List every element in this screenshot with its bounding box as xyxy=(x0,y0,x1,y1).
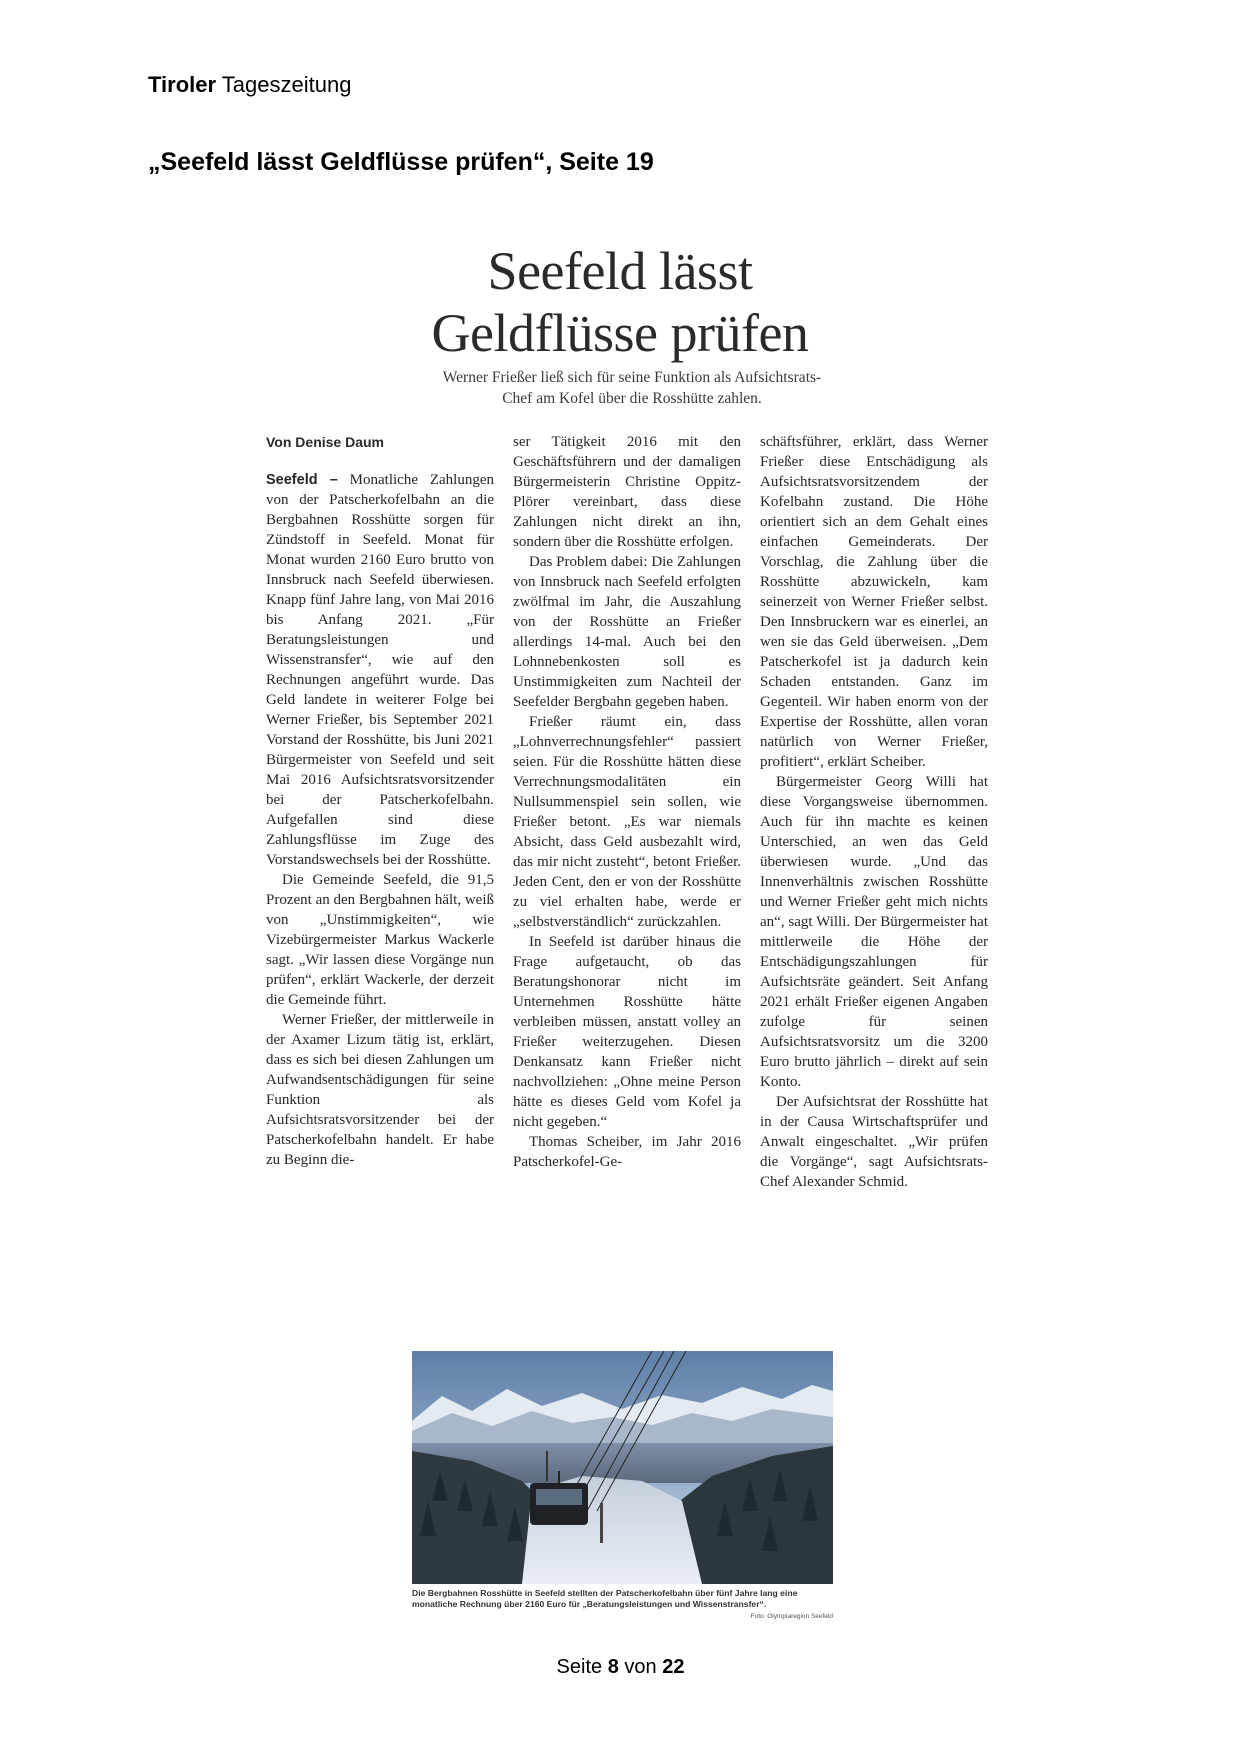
article-column-3 xyxy=(760,432,988,1192)
byline: Von Denise Daum xyxy=(266,434,384,450)
headline-line-1: Seefeld lässt xyxy=(487,241,753,301)
publication-name-bold: Tiroler xyxy=(148,72,217,97)
paragraph: Werner Frießer, der mittlerweile in der Axamer Lizum tätig ist, erklärt, dass es sich bei diesen Zahlungen um Aufwandsentschädigungen für seine Funktion als Aufsichtsratsvorsitzender bei der Patscherkofelbahn handelt. Er habe zu Beginn die- xyxy=(266,1012,494,1168)
paragraph: Das Problem dabei: Die Zahlungen von Innsbruck nach Seefeld erfolgten zwölfmal im Jahr, die Auszahlung von der Rosshütte an Frießer allerdings 14-mal. Auch bei den Lohnnebenkosten soll es Unstimmigkeiten zum Nachteil der Seefelder Bergbahn gegeben haben. xyxy=(513,554,741,710)
paragraph: Frießer räumt ein, dass „Lohnverrechnungsfehler“ passiert seien. Für die Rosshütte hätten diese Verrechnungsmodalitäten ein Nullsummenspiel sein sollen, wie Frießer betont. „Es war niemals Absicht, dass Geld ausbezahlt wird, das mir nicht zusteht“, betont Frießer. Jeden Cent, den er von der Rosshütte zu viel erhalten habe, werde er „selbstverständlich“ zurückzahlen. xyxy=(513,714,741,930)
dateline: Seefeld – xyxy=(266,472,338,488)
paragraph: ser Tätigkeit 2016 mit den Geschäftsführern und der damaligen Bürgermeisterin Christine Oppitz-Plörer vereinbart, dass diese Zahlungen nicht direkt an ihn, sondern über die Rosshütte erfolgen. xyxy=(513,434,741,550)
paragraph-text: Monatliche Zahlungen von der Patscherkofelbahn an die Bergbahnen Rosshütte sorgen für Zündstoff in Seefeld. Monat für Monat wurden 2160 Euro brutto von Innsbruck nach Seefeld überwiesen. Knapp fünf Jahre lang, von Mai 2016 bis Anfang 2021. „Für Beratungsleistungen und Wissenstransfer“, wie auf den Rechnungen angeführt wurde. Das Geld landete in weiterer Folge bei Werner Frießer, bis September 2021 Vorstand der Rosshütte, bis Juni 2021 Bürgermeister von Seefeld und seit Mai 2016 Aufsichtsratsvorsitzender bei der Patscherkofelbahn. Aufgefallen sind diese Zahlungsflüsse im Zuge des Vorstandswechsels bei der Rosshütte. xyxy=(266,472,495,868)
article-subheadline: Werner Frießer ließ sich für seine Funktion als Aufsichtsrats-Chef am Kofel über die Rosshütte zahlen. xyxy=(442,369,822,407)
paragraph: Die Gemeinde Seefeld, die 91,5 Prozent an den Bergbahnen hält, weiß von „Unstimmigkeiten“, wie Vizebürgermeister Markus Wackerle sagt. „Wir lassen diese Vorgänge nun prüfen“, erklärt Wackerle, der derzeit die Gemeinde führt. xyxy=(266,872,494,1008)
article-column-2 xyxy=(513,432,741,1172)
article-photo xyxy=(412,1351,833,1584)
page-total: 22 xyxy=(662,1656,685,1678)
document-title: „Seefeld lässt Geldflüsse prüfen“, Seite 19 xyxy=(148,148,654,176)
photo-credit: Foto: Olympiaregion Seefeld xyxy=(750,1613,833,1620)
page-current: 8 xyxy=(607,1656,619,1678)
page-number xyxy=(0,1656,1241,1679)
photo-caption xyxy=(412,1588,833,1622)
publication-name-rest: Tageszeitung xyxy=(221,72,352,97)
paragraph xyxy=(266,470,494,870)
paragraph: Bürgermeister Georg Willi hat diese Vorgangsweise übernommen. Auch für ihn machte es keinen Unterschied, an wen das Geld überwiesen wurde. „Und das Innenverhältnis zwischen Rosshütte und Werner Frießer geht mich nichts an“, sagt Willi. Der Bürgermeister hat mittlerweile die Höhe der Entschädigungszahlungen für Aufsichtsräte geändert. Seit Anfang 2021 erhält Frießer eigenen Angaben zufolge für seinen Aufsichtsratsvorsitz um die 3200 Euro brutto jährlich – direkt auf sein Konto. xyxy=(760,774,988,1090)
cable-car-photo xyxy=(412,1351,833,1584)
article-column-1 xyxy=(266,432,494,1170)
page-label: Seite xyxy=(556,1656,603,1678)
publication-name xyxy=(148,72,351,98)
paragraph: schäftsführer, erklärt, dass Werner Frießer diese Entschädigung als Aufsichtsratsvorsitzendem der Kofelbahn zustand. Die Höhe orientiert sich an dem Gehalt eines einfachen Gemeinderats. Der Vorschlag, die Zahlung über die Rosshütte abzuwickeln, kam seinerzeit von Werner Frießer selbst. Den Innsbruckern war es einerlei, an wen sie das Geld überweisen. „Dem Patscherkofel ist ja dadurch kein Schaden entstanden. Ganz im Gegenteil. Wir haben enorm von der Expertise der Rosshütte, allen voran natürlich von Werner Frießer, profitiert“, erklärt Scheiber. xyxy=(760,434,988,770)
headline-line-2: Geldflüsse prüfen xyxy=(431,303,809,363)
paragraph: Der Aufsichtsrat der Rosshütte hat in der Causa Wirtschaftsprüfer und Anwalt eingeschaltet. „Wir prüfen die Vorgänge“, sagt Aufsichtsrats-Chef Alexander Schmid. xyxy=(760,1094,988,1190)
article-headline xyxy=(380,240,860,364)
paragraph: Thomas Scheiber, im Jahr 2016 Patscherkofel-Ge- xyxy=(513,1134,741,1170)
page-of-label: von xyxy=(624,1656,657,1678)
caption-text: Die Bergbahnen Rosshütte in Seefeld stellten der Patscherkofelbahn über fünf Jahre lang eine monatliche Rechnung über 2160 Euro für „Beratungsleistungen und Wissenstransfer“. xyxy=(412,1588,798,1609)
paragraph: In Seefeld ist darüber hinaus die Frage aufgetaucht, ob das Beratungshonorar nicht im Unternehmen Rosshütte hätte verbleiben müssen, anstatt volley an Frießer weiterzugehen. Diesen Denkansatz kann Frießer nicht nachvollziehen: „Ohne meine Person hätte es dieses Geld vom Kofel ja nicht gegeben.“ xyxy=(513,934,741,1130)
